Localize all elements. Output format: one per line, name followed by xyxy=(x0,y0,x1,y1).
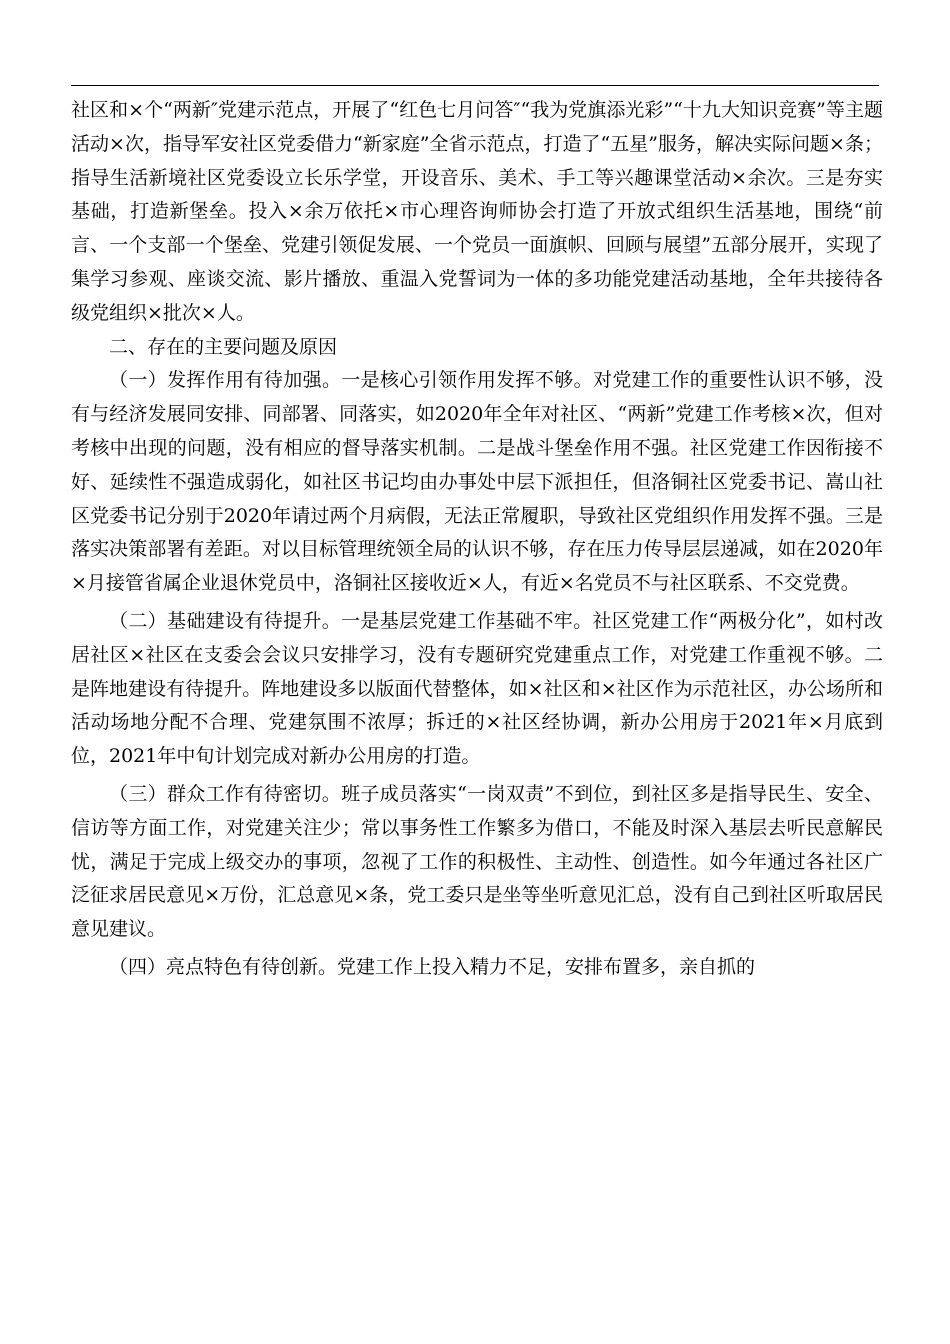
header-rule xyxy=(71,85,879,86)
paragraph-issue-3: （三）群众工作有待密切。班子成员落实“一岗双责”不到位，到社区多是指导民生、安全、信访等方面工作，对党建关注少；常以事务性工作繁多为借口，不能及时深入基层去听民意解民忧，满足于完成上级交办的事项，忽视了工作的积极性、主动性、创造性。如今年通过各社区广泛征求居民意见×万份，汇总意见×条，党工委只是坐等坐听意见汇总，没有自己到社区听取居民意见建议。 xyxy=(71,782,883,941)
document-body xyxy=(71,94,883,985)
paragraph-continued: 社区和×个“两新″党建示范点，开展了“红色七月问答″“我为党旗添光彩”“十九大知识竞赛”等主题活动×次，指导军安社区党委借力“新家庭”全省示范点，打造了“五星”服务，解决实际问题×条；指导生活新境社区党委设立长乐学堂，开设音乐、美术、手工等兴趣课堂活动×余次。三是夯实基础，打造新堡垒。投入×余万依托×市心理咨询师协会打造了开放式组织生活基地，围绕“前言、一个支部一个堡垒、党建引领促发展、一个党员一面旗帜、回顾与展望”五部分展开，实现了集学习参观、座谈交流、影片播放、重温入党誓词为一体的多功能党建活动基地，全年共接待各级党组织×批次×人。 xyxy=(71,99,883,324)
paragraph-issue-2: （二）基础建设有待提升。一是基层党建工作基础不牢。社区党建工作“两极分化”，如村改居社区×社区在支委会会议只安排学习，没有专题研究党建重点工作，对党建工作重视不够。二是阵地建设有待提升。阵地建设多以版面代替整体，如×社区和×社区作为示范社区，办公场所和活动场地分配不合理、党建氛围不浓厚；拆迁的×社区经协调，新办公用房于2021年×月底到位，2021年中旬计划完成对新办公用房的打造。 xyxy=(71,609,883,768)
paragraph-issue-1: （一）发挥作用有待加强。一是核心引领作用发挥不够。对党建工作的重要性认识不够，没有与经济发展同安排、同部署、同落实，如2020年全年对社区、“两新”党建工作考核×次，但对考核中出现的问题，没有相应的督导落实机制。二是战斗堡垒作用不强。社区党建工作因衔接不好、延续性不强造成弱化，如社区书记均由办事处中层下派担任，但洛铜社区党委书记、嵩山社区党委书记分别于2020年请过两个月病假，无法正常履职，导致社区党组织作用发挥不强。三是落实决策部署有差距。对以目标管理统领全局的认识不够，存在压力传导层层递减，如在2020年×月接管省属企业退休党员中，洛铜社区接收近×人，有近×名党员不与社区联系、不交党费。 xyxy=(71,369,883,595)
section-heading: 二、存在的主要问题及原因 xyxy=(109,335,338,358)
paragraph-issue-4: （四）亮点特色有待创新。党建工作上投入精力不足，安排布置多，亲自抓的 xyxy=(109,955,756,978)
